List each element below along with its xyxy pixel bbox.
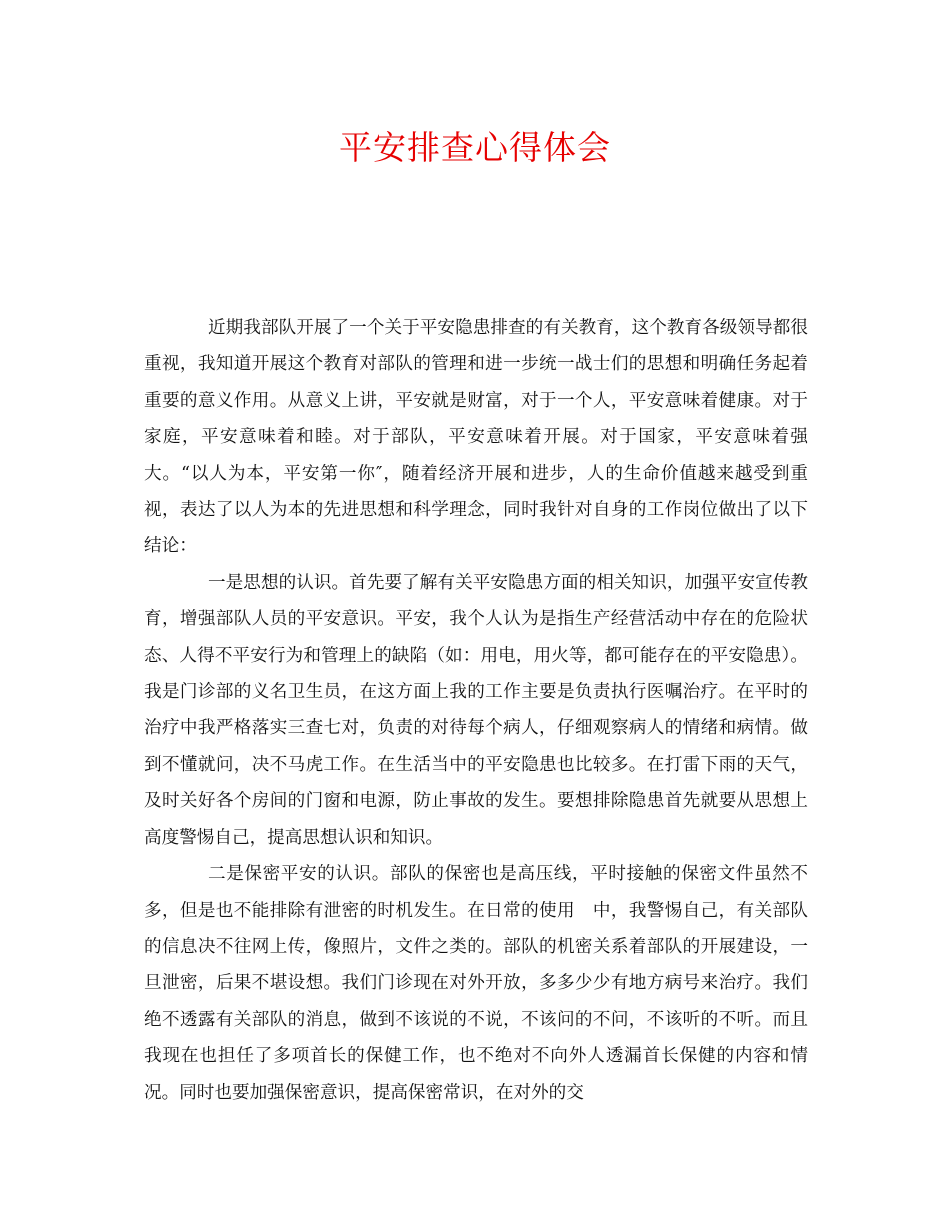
document-body (144, 310, 808, 1111)
paragraph: 二是保密平安的认识。部队的保密也是高压线，平时接触的保密文件虽然不多，但是也不能排除有泄密的时机发生。在日常的使用 中，我警惕自己，有关部队的信息决不往网上传，像照片，文件之类的。部队的机密关系着部队的开展建设，一旦泄密，后果不堪设想。我们门诊现在对外开放，多多少少有地方病号来治疗。我们绝不透露有关部队的消息，做到不该说的不说，不该问的不问，不该听的不听。而且我现在也担任了多项首长的保健工作，也不绝对不向外人透漏首长保健的内容和情况。同时也要加强保密意识，提高保密常识，在对外的交 (144, 864, 808, 1103)
document-title: 平安排查心得体会 (339, 128, 611, 167)
paragraph: 一是思想的认识。首先要了解有关平安隐患方面的相关知识，加强平安宣传教育，增强部队人员的平安意识。平安，我个人认为是指生产经营活动中存在的危险状态、人得不平安行为和管理上的缺陷（如：用电，用火等，都可能存在的平安隐患）。我是门诊部的义名卫生员，在这方面上我的工作主要是负责执行医嘱治疗。在平时的治疗中我严格落实三查七对，负责的对待每个病人，仔细观察病人的情绪和病情。做到不懂就问，决不马虎工作。在生活当中的平安隐患也比较多。在打雷下雨的天气，及时关好各个房间的门窗和电源，防止事故的发生。要想排除隐患首先就要从思想上高度警惕自己，提高思想认识和知识。 (144, 572, 808, 848)
paragraph: 近期我部队开展了一个关于平安隐患排查的有关教育，这个教育各级领导都很重视，我知道开展这个教育对部队的管理和进一步统一战士们的思想和明确任务起着重要的意义作用。从意义上讲，平安就是财富，对于一个人，平安意味着健康。对于家庭，平安意味着和睦。对于部队，平安意味着开展。对于国家，平安意味着强大。“以人为本，平安第一你″，随着经济开展和进步，人的生命价值越来越受到重视，表达了以人为本的先进思想和科学理念，同时我针对自身的工作岗位做出了以下结论： (144, 318, 808, 557)
